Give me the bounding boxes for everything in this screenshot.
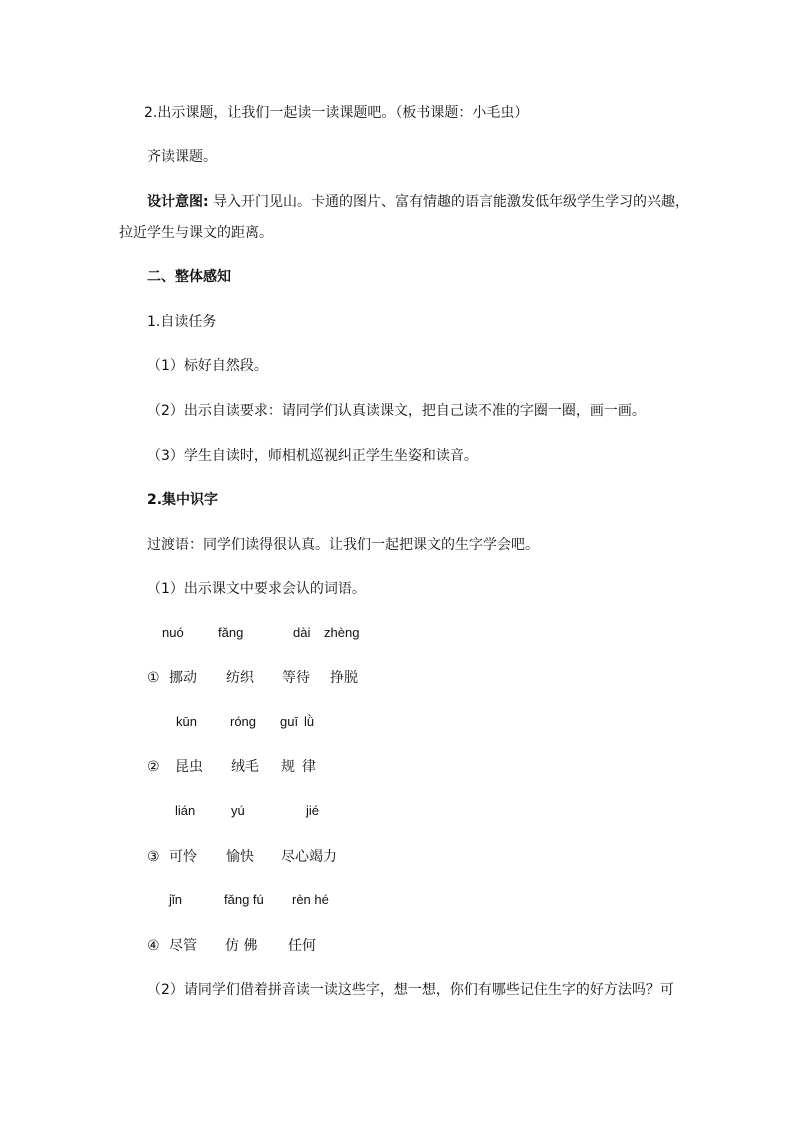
step-read-with-pinyin: （2）请同学们借着拼音读一读这些字，想一想，你们有哪些记住生字的好方法吗？可 <box>147 982 674 998</box>
section-heading-overall: 二、整体感知 <box>147 269 231 285</box>
pinyin-label: jié <box>306 803 320 818</box>
pinyin-label: dài <box>293 625 311 640</box>
vocab-word: 尽心竭力 <box>281 849 337 865</box>
vocab-word: 规 <box>281 759 295 775</box>
pinyin-label: róng <box>230 714 257 729</box>
transition-sentence: 过渡语：同学们读得很认真。让我们一起把课文的生字学会吧。 <box>147 537 539 553</box>
task-heading-self-read: 1.自读任务 <box>147 314 217 330</box>
pinyin-label: nuó <box>162 625 184 640</box>
pinyin-label: kūn <box>176 714 197 729</box>
design-intent-continuation: 拉近学生与课文的距离。 <box>119 225 273 241</box>
pinyin-label: jǐn <box>169 892 183 907</box>
design-intent-colon: : <box>203 194 209 210</box>
vocab-word: 等待 <box>282 670 310 686</box>
design-intent-label: 设计意图 <box>147 194 203 210</box>
vocab-word: 昆虫 <box>175 759 203 775</box>
read-together: 齐读课题。 <box>147 149 217 165</box>
vocab-marker: ② <box>147 759 160 775</box>
pinyin-label: zhèng <box>324 625 360 640</box>
vocab-marker: ① <box>147 670 160 686</box>
pinyin-label: yú <box>231 803 245 818</box>
pinyin-label: lián <box>175 803 196 818</box>
vocab-marker: ④ <box>147 938 160 954</box>
vocab-word: 律 <box>302 759 316 775</box>
task-heading-character-study: 2.集中识字 <box>147 492 219 508</box>
task-item-teacher-patrol: （3）学生自读时，师相机巡视纠正学生坐姿和读音。 <box>147 448 478 464</box>
vocab-word: 挪动 <box>169 670 197 686</box>
vocab-word: 愉快 <box>226 849 254 865</box>
vocab-word: 可怜 <box>169 849 197 865</box>
vocab-marker: ③ <box>147 849 160 865</box>
pinyin-label: guī <box>280 714 299 729</box>
pinyin-label: fǎng fú <box>224 892 264 907</box>
task-item-reading-requirement: （2）出示自读要求：请同学们认真读课文，把自己读不准的字圈一圈，画一画。 <box>147 403 646 419</box>
vocab-word: 尽管 <box>169 938 197 954</box>
pinyin-label: lǜ <box>304 714 315 729</box>
design-intent-line <box>147 193 689 211</box>
vocab-word: 纺织 <box>226 670 254 686</box>
vocab-word: 仿 佛 <box>225 938 258 954</box>
vocab-word: 任何 <box>288 938 316 954</box>
design-intent-text: 导入开门见山。卡通的图片、富有情趣的语言能激发低年级学生学习的兴趣， <box>208 194 690 210</box>
pinyin-label: rèn hé <box>292 892 329 907</box>
vocab-word: 挣脱 <box>330 670 358 686</box>
pinyin-label: fǎng <box>218 625 244 640</box>
vocab-word: 绒毛 <box>231 759 259 775</box>
task-item-mark-paragraphs: （1）标好自然段。 <box>147 358 268 374</box>
step-show-words: （1）出示课文中要求会认的词语。 <box>147 581 366 597</box>
title-prompt: 2.出示课题，让我们一起读一读课题吧。（板书课题：小毛虫） <box>144 105 529 121</box>
